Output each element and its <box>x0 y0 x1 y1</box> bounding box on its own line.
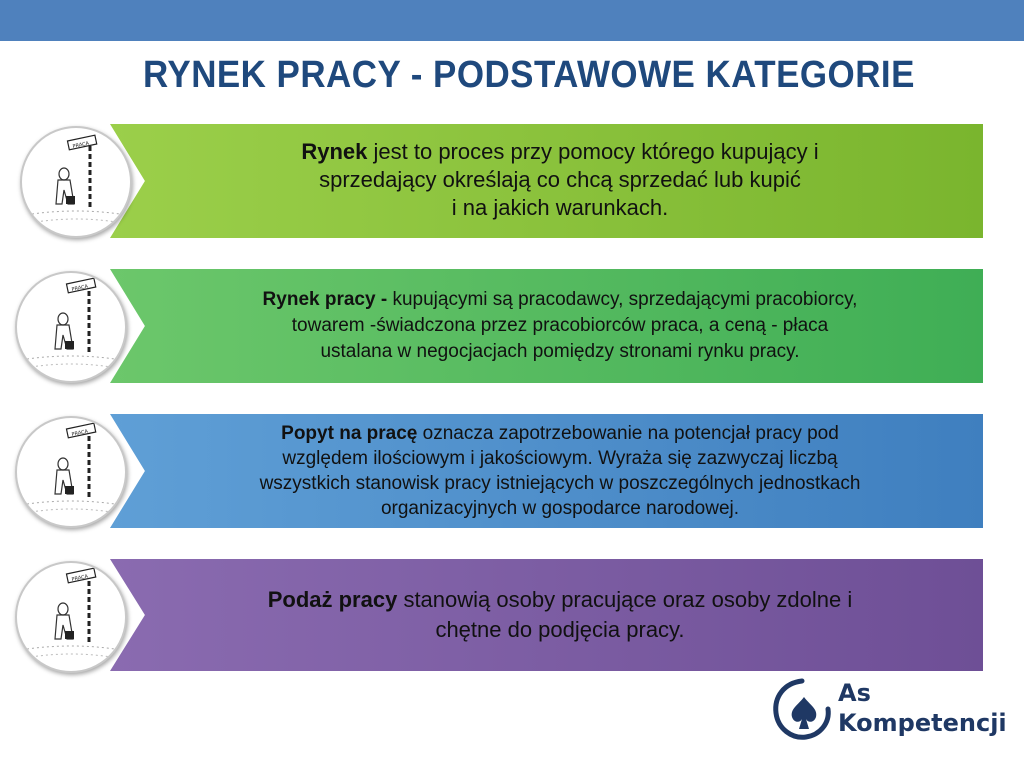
definition-line: jest to proces przy pomocy którego kupujący i <box>367 139 819 164</box>
banner-rynek-pracy-text <box>140 274 980 378</box>
top-bar <box>0 0 1024 41</box>
logo-line-1: As <box>838 679 871 707</box>
person-with-sign-icon <box>17 273 125 381</box>
banner-popyt-text <box>140 417 980 525</box>
definition-line: towarem -świadczona przez pracobiorców praca, a ceną - płaca <box>291 315 829 336</box>
person-with-sign-icon <box>17 418 125 526</box>
slide-title: RYNEK PRACY - PODSTAWOWE KATEGORIE <box>143 54 915 96</box>
definition-line: ustalana w negocjacjach pomiędzy stronami rynku pracy. <box>320 341 800 362</box>
logo-line-2: Kompetencji <box>838 709 1007 737</box>
definition-line: oznacza zapotrzebowanie na potencjał pracy pod <box>417 423 839 444</box>
person-with-sign-icon <box>17 563 125 671</box>
definition-line: stanowią osoby pracujące oraz osoby zdolne i <box>397 587 853 612</box>
sign-label: PRACA <box>71 428 89 438</box>
person-with-sign-icon <box>22 128 130 236</box>
sign-label: PRACA <box>71 283 89 293</box>
sign-label: PRACA <box>71 573 89 583</box>
definition-line: sprzedający określają co chcą sprzedać lub kupić <box>319 167 801 192</box>
banner-rynek-text <box>150 128 970 232</box>
illustration-circle <box>15 561 127 673</box>
definition-line: organizacyjnych w gospodarce narodowej. <box>380 498 740 519</box>
banner-podaz-text <box>150 562 970 668</box>
illustration-circle <box>15 271 127 383</box>
spade-in-circle-icon <box>770 675 834 745</box>
as-kompetencji-logo <box>770 675 1007 745</box>
definition-line: kupującymi są pracodawcy, sprzedającymi pracobiorcy, <box>392 289 858 310</box>
sign-label: PRACA <box>72 140 90 150</box>
definition-line: chętne do podjęcia pracy. <box>435 617 685 642</box>
illustration-circle <box>15 416 127 528</box>
definition-line: i na jakich warunkach. <box>451 195 669 220</box>
definition-line: względem ilościowym i jakościowym. Wyraża się zazwyczaj liczbą <box>282 448 838 469</box>
lead-term: Podaż pracy <box>267 587 398 612</box>
lead-term: Popyt na pracę <box>281 423 418 444</box>
definition-line: wszystkich stanowisk pracy istniejących w poszczególnych jednostkach <box>259 473 861 494</box>
lead-term: Rynek <box>301 139 368 164</box>
lead-term: Rynek pracy - <box>262 289 393 310</box>
illustration-circle <box>20 126 132 238</box>
